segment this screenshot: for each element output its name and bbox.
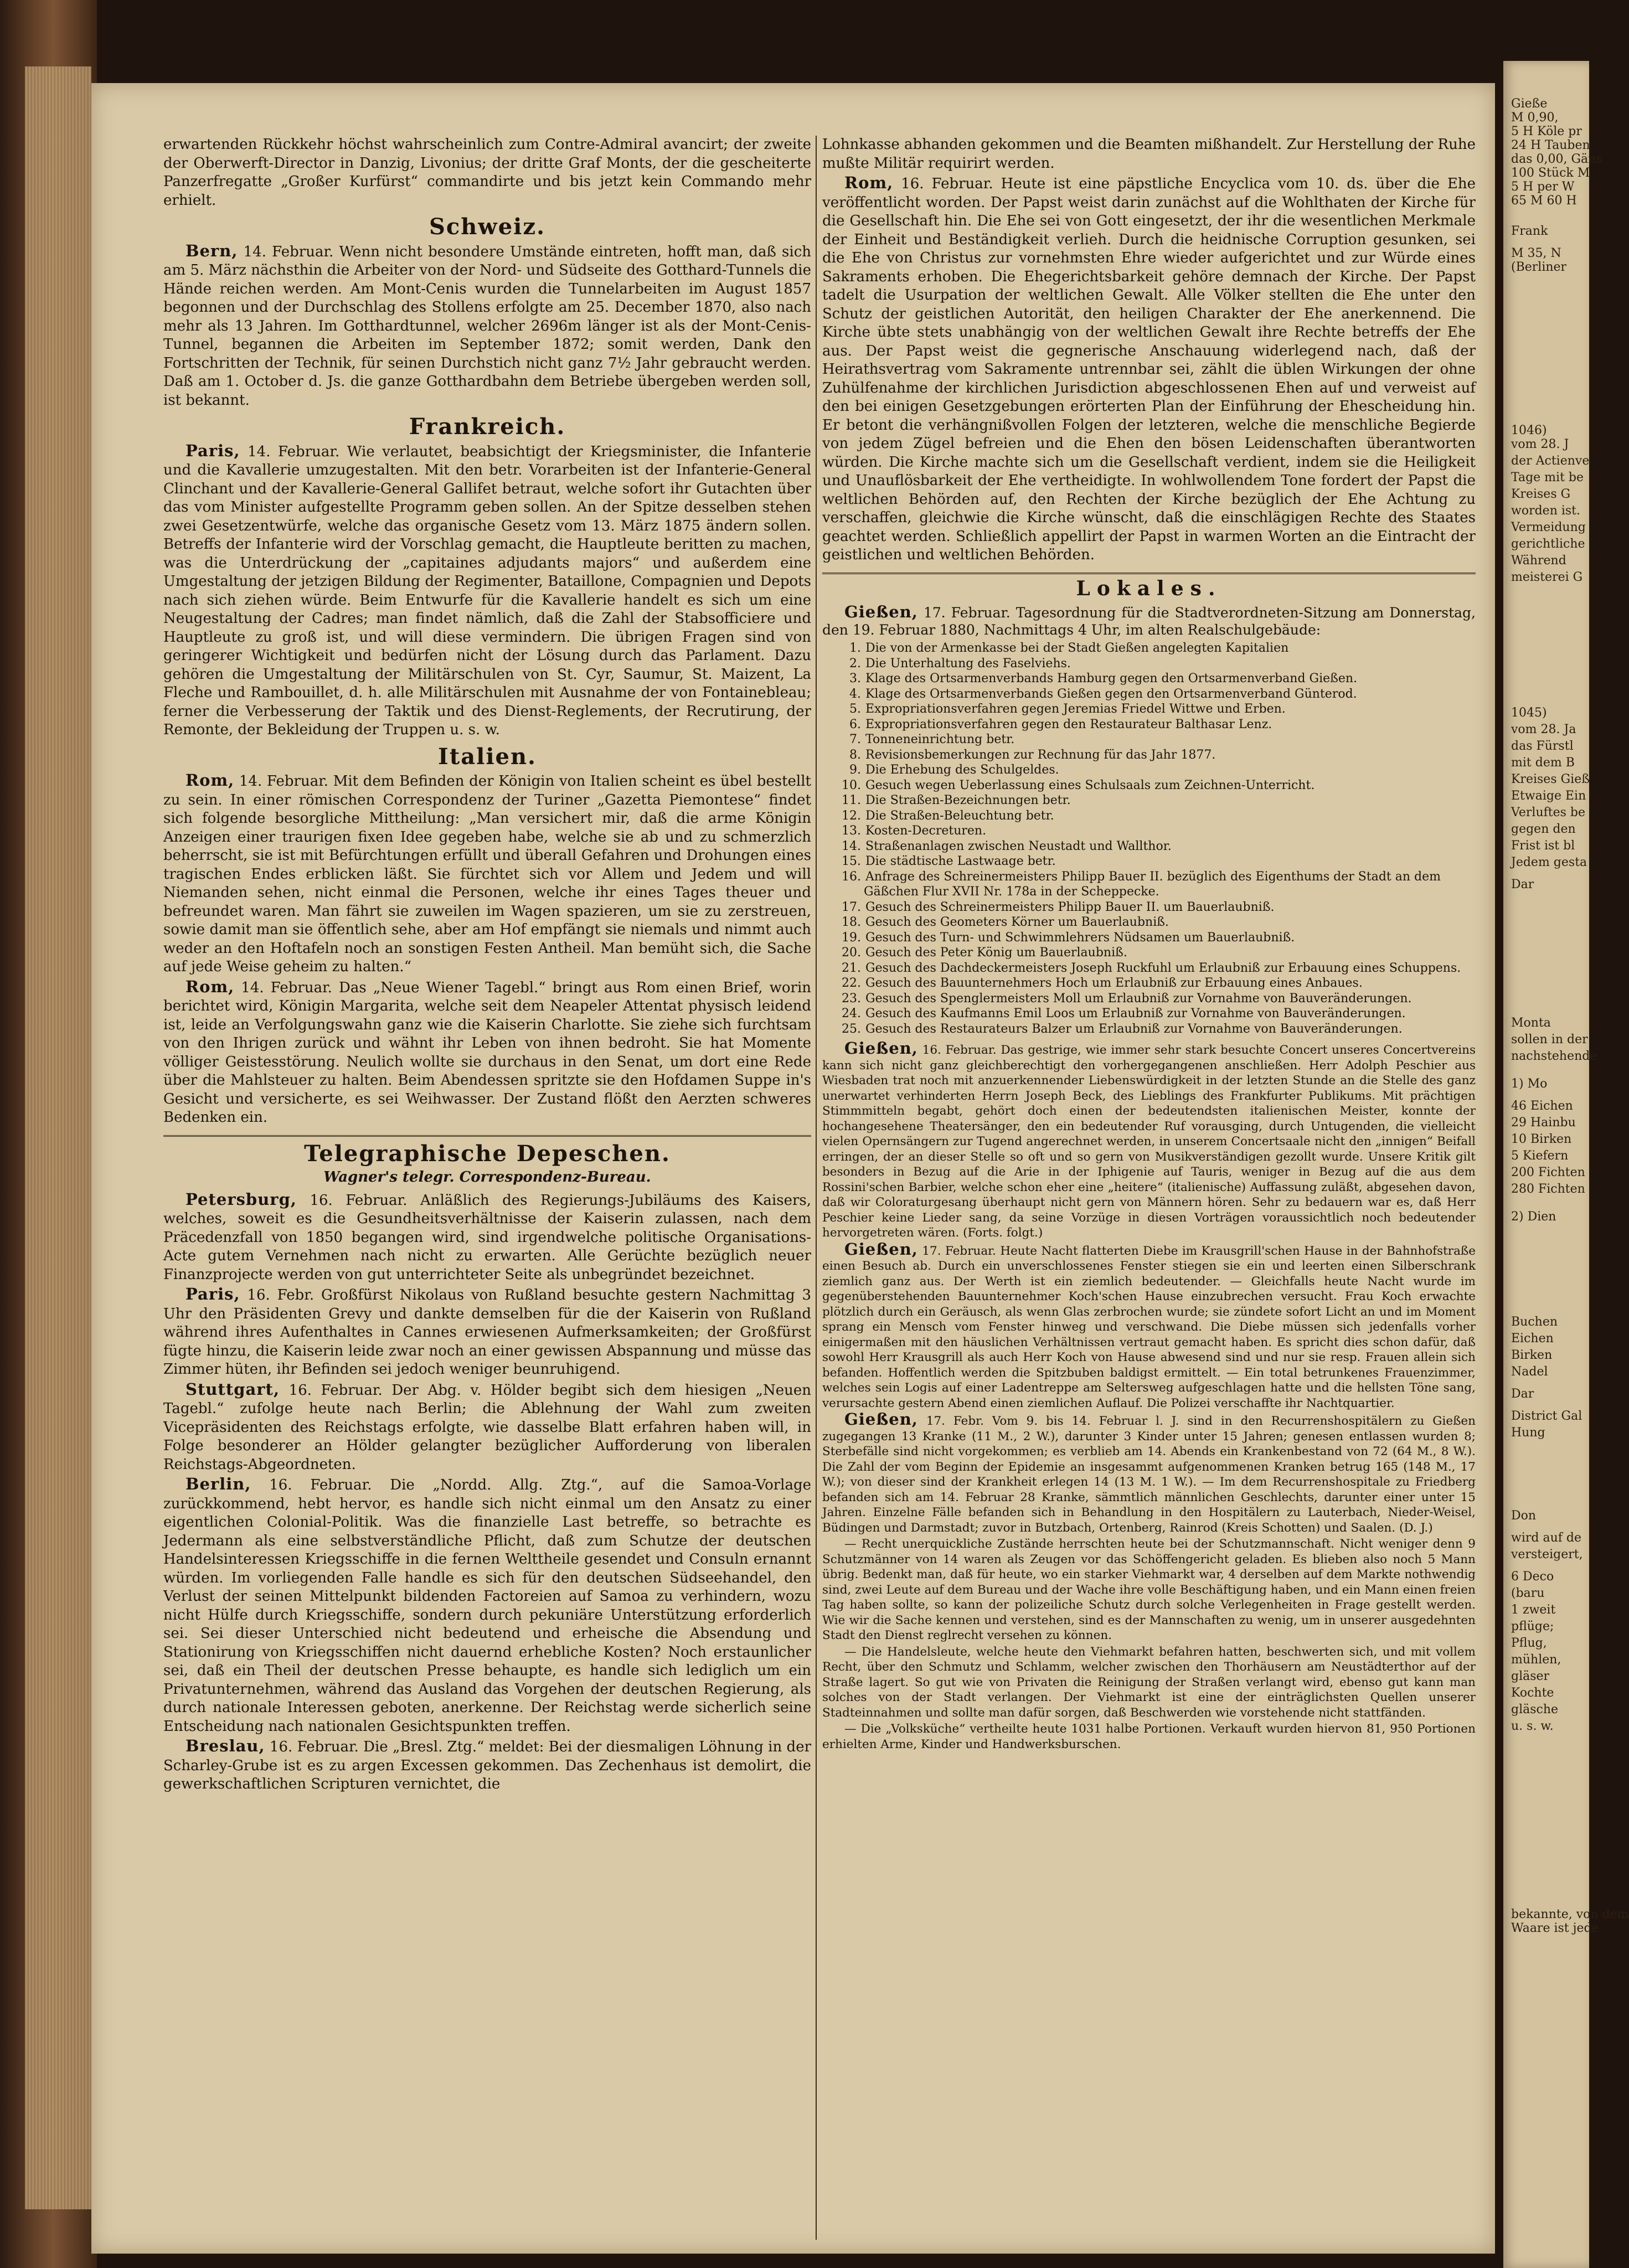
agenda-number: 24. bbox=[842, 1007, 861, 1020]
article-petersburg bbox=[163, 1190, 811, 1285]
dateline-city: Rom, bbox=[185, 977, 235, 996]
next-page-fragment: vom 28. Ja bbox=[1511, 723, 1576, 736]
article-text: 16. Febr. Großfürst Nikolaus von Rußland besuchte gestern Nachmittag 3 Uhr den Präsidenten Grevy und dankte demselben für die der Kaiserin von Rußland während ihres Aufenthaltes in Cannes erwiesenen Aufmerksamkeiten; der Großfürst fügte hinzu, die Kaiserin leide zwar noch an einer gewissen Abspannung und müsse das Zimmer hüten, ihr Befinden sei jedoch weniger beunruhigend. bbox=[163, 1287, 811, 1378]
next-page-fragment: Eichen bbox=[1511, 1332, 1554, 1346]
next-page-fragment: Während bbox=[1511, 554, 1566, 568]
next-page-fragment: gläser bbox=[1511, 1669, 1550, 1683]
next-page-fragment: 1045) bbox=[1511, 706, 1547, 720]
next-page-fragment: Kreises Gieß bbox=[1511, 772, 1590, 786]
agenda-number: 14. bbox=[842, 839, 861, 853]
dateline-city: Rom, bbox=[844, 173, 894, 192]
agenda-text: Revisionsbemerkungen zur Rechnung für das Jahr 1877. bbox=[865, 748, 1216, 762]
article-giessen-hospital bbox=[822, 1412, 1476, 1535]
article-paris-2 bbox=[163, 1285, 811, 1379]
dateline-city: Gießen, bbox=[844, 1039, 918, 1058]
next-page-fragment: pflüge; bbox=[1511, 1620, 1554, 1633]
agenda-number: 20. bbox=[842, 946, 861, 960]
dateline-city: Paris, bbox=[185, 1285, 240, 1303]
article-text: 17. Februar. Heute Nacht flatterten Diebe im Krausgrill'schen Hause in der Bahnhofstraße einen Besuch ab. Durch ein unverschlossenes Fenster stiegen sie ein und leerten einen Silberschrank ziemlich ganz aus. Der Werth ist ein ziemlich bedeutender. — Gleichfalls heute Nacht wurde im gegenüberstehenden Bauunternehmer Koch'schen Hause einzubrechen versucht. Frau Koch erwachte plötzlich durch ein Geräusch, als wenn Glas zerbrochen wurde; sie zündete sofort Licht an und im Moment sprang ein Mensch vom Fenster hinweg und verschwand. Die Diebe müssen sich jedenfalls vorher einigermaßen mit den häuslichen Verhältnissen vertraut gemacht haben. Es spricht dies schon dafür, daß sowohl Herr Krausgrill als auch Herr Koch von Hause abwesend sind und nur sie resp. Frauen allein sich befanden. Hoffentlich werden die Spitzbuben baldigst ermittelt. — Ein total betrunkenes Frauenzimmer, welches sein Logis auf einer Ladentreppe am Seltersweg aufgeschlagen hatte und die hellsten Töne sang, verursachte gestern Abend einen ziemlichen Auflauf. Die Polizei verschaffte ihr Nachtquartier. bbox=[822, 1244, 1476, 1410]
next-page-fragment: bekannte, von dem bbox=[1511, 1908, 1629, 1921]
agenda-item bbox=[822, 991, 1476, 1007]
right-column bbox=[822, 136, 1476, 2240]
page-edges bbox=[25, 66, 91, 2209]
agenda-item bbox=[822, 808, 1476, 824]
next-page-fragment: Jedem gesta bbox=[1511, 855, 1587, 869]
next-page-fragment: 5 H per W bbox=[1511, 180, 1575, 194]
agenda-number: 9. bbox=[849, 763, 861, 777]
next-page-fragment: Hung bbox=[1511, 1426, 1545, 1440]
dateline-city: Gießen, bbox=[844, 1239, 918, 1259]
article-text: 16. Februar. Die „Nordd. Allg. Ztg.“, auf die Samoa-Vorlage zurückkommend, hebt hervor, es handle sich nicht einmal um den Ansatz zu einer eigentlichen Colonial-Politik. Was die finanzielle Last betreffe, so betrachte es Jedermann als eine selbstverständliche Pflicht, daß zum Schutze der deutschen Handelsinteressen Kriegsschiffe in die fernen Welttheile gesendet und Consuln ernannt würden. Im vorliegenden Falle handle es sich für den deutschen Südseehandel, den Verlust der seinen Mittelpunkt bildenden Factoreien auf Samoa zu verhindern, wozu nicht Hülfe durch Kriegsschiffe, sondern durch pekuniäre Unterstützung erforderlich sei. Sei dieser Unterschied nicht bedeutend und erheische die Absendung und Stationirung von Kriegsschiffen nicht dauernd erhebliche Kosten? Noch erstaunlicher sei, daß ein Theil der deutschen Presse behaupte, es handle sich lediglich um ein Privatunternehmen, während das Ausland das Vorgehen der deutschen Regierung, als durch nationale Interessen geboten, anerkenne. Der Reichstag werde sicherlich seine Entscheidung nach nationalen Gesichtspunkten treffen. bbox=[163, 1477, 812, 1735]
next-page-fragment: Birken bbox=[1511, 1348, 1553, 1362]
bureau-subheading: Wagner's telegr. Correspondenz-Bureau. bbox=[323, 1169, 651, 1185]
agenda-number: 18. bbox=[842, 915, 861, 929]
next-page-fragment: Dar bbox=[1511, 878, 1534, 891]
next-page-edge bbox=[1503, 61, 1629, 2268]
agenda-item bbox=[822, 732, 1476, 748]
agenda-text: Gesuch des Turn- und Schwimmlehrers Nüdsamen um Bauerlaubniß. bbox=[865, 930, 1295, 945]
next-page-fragment: 6 Deco bbox=[1511, 1570, 1554, 1584]
agenda-item bbox=[822, 671, 1476, 687]
agenda-number: 1. bbox=[849, 641, 861, 655]
agenda-item bbox=[822, 930, 1476, 946]
section-heading-lokales: Lokales. bbox=[1076, 576, 1222, 600]
book-spine bbox=[0, 0, 97, 2268]
next-page-fragment: 29 Hainbu bbox=[1511, 1116, 1576, 1130]
next-page-fragment: Monta bbox=[1511, 1016, 1551, 1030]
newspaper-page bbox=[91, 83, 1495, 2254]
article-text: 16. Februar. Das gestrige, wie immer sehr stark besuchte Concert unseres Concertvereins kann sich nicht ganz gleichberechtigt den vorhergegangenen anschließen. Herr Adolph Peschier aus Wiesbaden trat noch mit anzuerkennender Liebenswürdigkeit in der letzten Stunde an die Stelle des ganz unerwartet verhinderten Herrn Joseph Beck, des Lieblings des Frankfurter Publikums. Mit prächtigen Stimmmitteln begabt, gehört doch einen der bedeutendsten italienischen Meister, konnte der hochangesehene Theatersänger, den ein bedeutender Ruf vorausging, durch Untugenden, die vielleicht vielen Opernsängern zur Tugend angerechnet werden, in unserem Concertsaale nicht den „innigen“ Beifall erringen, der an dieser Stelle so oft und so gern von Musikverständigen gezollt wurde. Unsere Kritik gilt besonders in Bezug auf die Arie in der Iphigenie auf Tauris, weniger in Bezug auf die aus dem Rossini'schen Barbier, welche schon eher eine „heitere“ (italienische) Auffassung zuläßt, abgesehen davon, daß wir Coloraturgesang überhaupt nicht gern von Männern hören. Sehr zu bedauern war es, daß Herr Peschier keine Lieder sang, da seine Vorzüge in diesen Vorträgen voraussichtlich noch bedeutender hervorgetreten wären. bbox=[822, 1043, 1476, 1240]
agenda-item bbox=[822, 702, 1476, 717]
dateline-city: Breslau, bbox=[185, 1736, 265, 1755]
next-page-fragment: u. s. w. bbox=[1511, 1719, 1554, 1733]
agenda-item bbox=[822, 762, 1476, 778]
agenda-item bbox=[822, 823, 1476, 839]
column-divider bbox=[816, 136, 817, 2240]
agenda-text: Anfrage des Schreinermeisters Philipp Bauer II. bezüglich des Eigenthums der Stadt an dem Gäßchen Flur XVII Nr. 178a in der Scheppecke. bbox=[864, 869, 1441, 899]
next-page-fragment: Don bbox=[1511, 1509, 1537, 1523]
agenda-text: Expropriationsverfahren gegen Jeremias Friedel Wittwe und Erben. bbox=[865, 702, 1286, 716]
section-heading-italien: Italien. bbox=[438, 743, 537, 770]
section-heading-frankreich: Frankreich. bbox=[409, 414, 566, 440]
article-text: 17. Februar. Tagesordnung für die Stadtverordneten-Sitzung am Donnerstag, den 19. Februar 1880, Nachmittags 4 Uhr, im alten Realschulgebäude: bbox=[822, 605, 1476, 638]
agenda-item bbox=[822, 869, 1476, 900]
agenda-item bbox=[822, 961, 1476, 976]
agenda-text: Die Unterhaltung des Faselviehs. bbox=[865, 656, 1071, 671]
agenda-text: Gesuch des Dachdeckermeisters Joseph Ruckfuhl um Erlaubniß zur Erbauung eines Schuppens. bbox=[865, 961, 1461, 975]
next-page-fragment: versteigert, bbox=[1511, 1548, 1583, 1561]
agenda-text: Gesuch des Bauunternehmers Hoch um Erlaubniß zur Erbauung eines Anbaues. bbox=[865, 976, 1363, 990]
next-page-fragment: worden ist. bbox=[1511, 504, 1581, 518]
agenda-number: 10. bbox=[842, 778, 861, 792]
article-rom-1 bbox=[163, 771, 811, 977]
next-page-fragment: Kreises G bbox=[1511, 487, 1571, 501]
next-page-fragment: 10 Birken bbox=[1511, 1132, 1572, 1146]
article-text: 16. Februar. Anläßlich des Regierungs-Jubiläums des Kaisers, welches, soweit es die Gesundheitsverhältnisse der Kaiserin zulassen, nach dem Präcedenzfall von 1850 begangen wird, sind irgendwelche politische Organisations-Acte gutem Vernehmen nach nicht zu erwarten. Alle Gerüchte bezüglich neuer Finanzprojecte werden von gut unterrichteter Seite als unbegründet bezeichnet. bbox=[163, 1192, 811, 1283]
agenda-text: Kosten-Decreturen. bbox=[865, 824, 987, 838]
article-giessen-concert bbox=[822, 1041, 1476, 1241]
dateline-city: Gießen, bbox=[844, 602, 918, 621]
next-page-fragment: meisterei G bbox=[1511, 570, 1583, 584]
next-page-fragment: gegen den bbox=[1511, 822, 1576, 836]
next-page-fragment: Tage mit be bbox=[1511, 471, 1584, 484]
next-page-fragment: 5 Kiefern bbox=[1511, 1149, 1569, 1163]
next-page-fragment: (Berliner bbox=[1511, 260, 1567, 274]
next-page-fragment: gläsche bbox=[1511, 1703, 1559, 1717]
agenda-item bbox=[822, 793, 1476, 808]
dateline-city: Rom, bbox=[185, 771, 235, 790]
agenda-number: 11. bbox=[842, 793, 861, 807]
agenda-item bbox=[822, 900, 1476, 915]
agenda-text: Die von der Armenkasse bei der Stadt Gießen angelegten Kapitalien bbox=[865, 641, 1289, 655]
agenda-number: 17. bbox=[842, 900, 861, 914]
article-text: 16. Februar. Der Abg. v. Hölder begibt sich dem hiesigen „Neuen Tagebl.“ zufolge heute nach Berlin; die Ablehnung der Wahl zum zweiten Vicepräsidenten des Reichstags erfolgte, wie dasselbe Blatt erfahren haben will, in Folge besonderer an Hölder gelangter bezüglicher Aufforderung von liberalen Reichstags-Abgeordneten. bbox=[163, 1382, 812, 1473]
next-page-fragment: 200 Fichten bbox=[1511, 1166, 1585, 1179]
article-text: 14. Februar. Mit dem Befinden der Königin von Italien scheint es übel bestellt zu sein. In einer römischen Correspondenz der Turiner „Gazetta Piemontese“ findet sich folgende besorgliche Mittheilung: „Man versichert mir, daß die arme Königin Anzeigen einer traurigen fixen Idee gegeben habe, welche sie ab und zu schmerzlich beherrscht, sie ist mit Befürchtungen erfüllt und überall Gefahren und Drohungen eines tragischen Endes erblicken läßt. Sie fürchtet sich vor Allem und Jedem und will Niemanden sehen, nicht einmal die Personen, welche ihr eines Tages theuer und befreundet waren. Man fährt sie zuweilen im Wagen spazieren, um sie zu zerstreuen, sowie damit man sie öffentlich sehe, aber am Hof empfängt sie niemals und nimmt auch weder an den Hoftafeln noch an sonstigen Festen Antheil. Man bemüht sich, die Sache auf jede Weise geheim zu halten.“ bbox=[163, 773, 811, 975]
agenda-number: 3. bbox=[849, 672, 861, 685]
next-page-fragment: 65 M 60 H bbox=[1511, 194, 1577, 208]
next-page-fragment: 5 H Köle pr bbox=[1511, 125, 1582, 138]
article-rom-3 bbox=[822, 174, 1476, 565]
next-page-fragment: der Actienve bbox=[1511, 454, 1590, 468]
next-page-fragment: Nadel bbox=[1511, 1365, 1548, 1379]
note-volkskueche: — Die „Volksküche“ vertheilte heute 1031 halbe Portionen. Verkauft wurden hiervon 81, 950 Portionen erhielten Arme, Kinder und Handwerksburschen. bbox=[822, 1722, 1476, 1751]
dateline-city: Paris, bbox=[185, 441, 240, 460]
section-rule bbox=[163, 1135, 811, 1137]
agenda-item bbox=[822, 748, 1476, 763]
article-breslau bbox=[163, 1737, 811, 1794]
next-page-fragment: sollen in der bbox=[1511, 1033, 1588, 1047]
article-rom-2 bbox=[163, 978, 811, 1127]
agenda-text: Gesuch des Schreinermeisters Philipp Bauer II. um Bauerlaubniß. bbox=[865, 900, 1275, 914]
agenda-item bbox=[822, 854, 1476, 869]
next-page-fragment: Verluftes be bbox=[1511, 806, 1585, 819]
next-page-fragment: 100 Stück M bbox=[1511, 166, 1590, 180]
next-page-fragment: 2) Dien bbox=[1511, 1210, 1556, 1224]
intro-paragraph: Lohnkasse abhanden gekommen und die Beamten mißhandelt. Zur Herstellung der Ruhe mußte Militär requirirt werden. bbox=[822, 136, 1476, 172]
dateline-city: Petersburg, bbox=[185, 1189, 297, 1209]
agenda-number: 19. bbox=[842, 930, 861, 945]
agenda-list bbox=[822, 641, 1476, 1037]
section-rule bbox=[822, 573, 1476, 574]
article-text: 16. Februar. Die „Bresl. Ztg.“ meldet: Bei der diesmaligen Löhnung in der Scharley-Grube ist es zu argen Excessen gekommen. Das Zechenhaus ist demolirt, die gewerkschaftlichen Scripturen vernichtet, die bbox=[163, 1739, 812, 1792]
agenda-number: 7. bbox=[849, 733, 861, 746]
next-page-fragment: M 35, N bbox=[1511, 246, 1561, 260]
next-page-fragment: mühlen, bbox=[1511, 1653, 1561, 1667]
agenda-item bbox=[822, 945, 1476, 961]
agenda-text: Gesuch des Peter König um Bauerlaubniß. bbox=[865, 946, 1127, 960]
article-stuttgart bbox=[163, 1380, 811, 1475]
intro-paragraph: erwartenden Rückkehr höchst wahrscheinlich zum Contre-Admiral avancirt; der zweite der Oberwerft-Director in Danzig, Livonius; der dritte Graf Monts, der die gescheiterte Panzerfregatte „Großer Kurfürst“ commandirte und bis jetzt kein Commando mehr erhielt. bbox=[163, 136, 811, 209]
agenda-number: 13. bbox=[842, 824, 861, 838]
agenda-number: 6. bbox=[849, 717, 861, 731]
next-page-fragment: 280 Fichten bbox=[1511, 1182, 1585, 1196]
note-market: — Die Handelsleute, welche heute den Viehmarkt befahren hatten, beschwerten sich, und mit vollem Recht, über den Schmutz und Schlamm, welcher zwischen den Thorhäusern am Neustädterthor auf der Straße lagert. So gut wie von Privaten die Reinigung der Straßen verlangt wird, ebenso gut kann man solches von der Stadt verlangen. Der Viehmarkt ist eine der einträglichsten Quellen unserer Stadteinnahmen und sollte man dafür sorgen, daß Beschwerden wie vorstehende nicht stattfänden. bbox=[822, 1645, 1476, 1720]
agenda-text: Klage des Ortsarmenverbands Hamburg gegen den Ortsarmenverband Gießen. bbox=[865, 672, 1358, 685]
article-text: 16. Februar. Heute ist eine päpstliche Encyclica vom 10. ds. über die Ehe veröffentlicht worden. Der Papst weist darin zunächst auf die Wohlthaten der Kirche für die Gesellschaft hin. Die Ehe sei von Gott eingesetzt, der ihr die wesentlichen Merkmale der Einheit und Beständigkeit verlieh. Durch die heidnische Corruption gesunken, sei die Ehe von Christus zur vornehmsten Ehre wieder aufgerichtet und zur Würde eines Sakraments erhoben. Die Ehegerichtsbarkeit gehöre demnach der Kirche. Der Papst tadelt die Usurpation der weltlichen Gewalt. Alle Völker stellten die Ehe unter den Schutz der geistlichen Autorität, den heiligen Charakter der Ehe anerkennend. Die Kirche übte stets unabhängig von der weltlichen Gewalt ihre Rechte betreffs der Ehe aus. Der Papst weist die gegnerische Anschauung widerlegend nach, daß der Heirathsvertrag vom Sakramente untrennbar sei, zählt die üblen Wirkungen der ohne Zuhülfenahme der kirchlichen Jurisdiction abgeschlossenen Ehen auf und verweist auf den bei einigen Gesetzgebungen erörterten Plan der Einführung der Ehescheidung hin. Er betont die verhängnißvollen Folgen der letzteren, welche die menschliche Begierde von jedem Zügel befreien und die Ehen den bösen Leidenschaften überantworten würden. Die Kirche machte sich um die Gesellschaft verdient, indem sie die Heiligkeit und Unauflösbarkeit der Ehe vertheidigte. In wohlwollendem Tone fordert der Papst die weltlichen Behörden auf, den Rechten der Kirche bezüglich der Ehe Achtung zu verschaffen, gleichwie die Kirche wünscht, daß die einschlägigen Rechte des Staates geachtet werden. Schließlich appellirt der Papst in warmen Worten an die Eintracht der geistlichen und weltlichen Behörden. bbox=[822, 176, 1476, 563]
agenda-item bbox=[822, 687, 1476, 702]
agenda-text: Gesuch des Restaurateurs Balzer um Erlaubniß zur Vornahme von Bauveränderungen. bbox=[865, 1022, 1403, 1036]
continued-note: (Forts. folgt.) bbox=[963, 1226, 1043, 1240]
agenda-item bbox=[822, 778, 1476, 793]
agenda-text: Die städtische Lastwaage betr. bbox=[865, 854, 1056, 868]
agenda-item bbox=[822, 641, 1476, 656]
next-page-fragment: 1046) bbox=[1511, 424, 1547, 437]
agenda-text: Die Straßen-Bezeichnungen betr. bbox=[865, 793, 1071, 807]
next-page-fragment: Etwaige Ein bbox=[1511, 789, 1586, 803]
next-page-fragment: Pflug, bbox=[1511, 1636, 1547, 1650]
next-page-fragment: (baru bbox=[1511, 1586, 1545, 1600]
agenda-text: Straßenanlagen zwischen Neustadt und Wallthor. bbox=[865, 839, 1172, 853]
agenda-text: Gesuch des Spenglermeisters Moll um Erlaubniß zur Vornahme von Bauveränderungen. bbox=[865, 991, 1412, 1006]
section-heading-telegraph: Telegraphische Depeschen. bbox=[304, 1140, 671, 1167]
article-text: 14. Februar. Wenn nicht besondere Umstände eintreten, hofft man, daß sich am 5. März nächsthin die Arbeiter von der Nord- und Südseite des Gotthard-Tunnels die Hände reichen werden. Am Mont-Cenis wurden die Tunnelarbeiten im August 1857 begonnen und der Durchschlag des Stollens erfolgte am 25. December 1870, also nach mehr als 13 Jahren. Im Gotthardtunnel, welcher 2696m länger ist als der Mont-Cenis-Tunnel, begannen die Arbeiten im September 1872; somit werden, Dank den Fortschritten der Technik, für seinen Durchstich nicht ganz 7½ Jahr gebraucht werden. Daß am 1. October d. Js. die ganze Gotthardbahn dem Betriebe übergeben werden soll, ist bekannt. bbox=[163, 243, 812, 409]
agenda-number: 23. bbox=[842, 991, 861, 1006]
agenda-item bbox=[822, 1022, 1476, 1037]
next-page-fragment: das 0,00, Gäns bbox=[1511, 152, 1602, 166]
article-paris bbox=[163, 442, 811, 740]
article-giessen-agenda bbox=[822, 604, 1476, 638]
next-page-fragment: 1) Mo bbox=[1511, 1077, 1548, 1091]
agenda-text: Gesuch des Kaufmanns Emil Loos um Erlaubniß zur Vornahme von Bauveränderungen. bbox=[865, 1007, 1406, 1020]
next-page-fragment: M 0,90, bbox=[1511, 111, 1559, 125]
next-page-fragment: Buchen bbox=[1511, 1315, 1558, 1329]
left-column bbox=[163, 136, 811, 2240]
next-page-fragment: Dar bbox=[1511, 1387, 1534, 1401]
next-page-fragment: Kochte bbox=[1511, 1686, 1554, 1700]
agenda-number: 25. bbox=[842, 1022, 861, 1036]
next-page-fragment: nachstehende bbox=[1511, 1049, 1597, 1063]
agenda-item bbox=[822, 915, 1476, 930]
article-berlin bbox=[163, 1475, 811, 1736]
agenda-item bbox=[822, 717, 1476, 733]
agenda-number: 2. bbox=[849, 656, 861, 671]
section-heading-schweiz: Schweiz. bbox=[429, 214, 546, 240]
next-page-fragment: 1 zweit bbox=[1511, 1603, 1556, 1617]
next-page-fragment: Frist ist bl bbox=[1511, 839, 1575, 853]
agenda-text: Tonneneinrichtung betr. bbox=[865, 733, 1015, 746]
agenda-text: Klage des Ortsarmenverbands Gießen gegen den Ortsarmenverband Günterod. bbox=[865, 687, 1357, 701]
note-police: — Recht unerquickliche Zustände herrschten heute bei der Schutzmannschaft. Nicht weniger denn 9 Schutzmänner von 14 waren als Zeugen vor das Schöffengericht geladen. Es blieben also noch 5 Mann übrig. Bedenkt man, daß für heute, wo ein starker Viehmarkt war, 4 derselben auf dem Markte nothwendig sind, zwei Leute auf dem Bureau und der Wache ihre volle Beschäftigung haben, und ein Mann einen freien Tag haben sollte, so kann der polizeiliche Schutz durch solche Verlegenheiten in Frage gestellt werden. Wie wir die Sache kennen und verstehen, sind es der Mannschaften zu wenig, um in unserer ausgedehnten Stadt den Dienst reglrecht versehen zu können. bbox=[822, 1537, 1476, 1642]
next-page-fragment: 46 Eichen bbox=[1511, 1099, 1573, 1113]
next-page-fragment: wird auf de bbox=[1511, 1531, 1581, 1545]
next-page-fragment: vom 28. J bbox=[1511, 437, 1569, 451]
agenda-text: Die Erhebung des Schulgeldes. bbox=[865, 763, 1059, 777]
next-page-fragment: District Gal bbox=[1511, 1409, 1582, 1423]
next-page-fragment: 24 H Tauben bbox=[1511, 138, 1590, 152]
agenda-number: 12. bbox=[842, 808, 861, 823]
next-page-fragment: mit dem B bbox=[1511, 756, 1575, 770]
next-page-fragment: Vermeidung bbox=[1511, 520, 1586, 534]
agenda-item bbox=[822, 656, 1476, 672]
next-page-fragment: das Fürstl bbox=[1511, 739, 1574, 753]
article-bern bbox=[163, 242, 811, 410]
agenda-number: 16. bbox=[842, 869, 861, 884]
agenda-text: Die Straßen-Beleuchtung betr. bbox=[865, 808, 1054, 823]
next-page-fragment: Gieße bbox=[1511, 97, 1548, 111]
article-text: 14. Februar. Das „Neue Wiener Tagebl.“ bringt aus Rom einen Brief, worin berichtet wird, Königin Margarita, welche seit dem Neapeler Attentat physisch leidend ist, leide an Verfolgungswahn ganz wie die Kaiserin Charlotte. Sie ziehe sich furchtsam von den Ihrigen zurück und wähnt ihr Leben von ihnen bedroht. Sie hat Momente völliger Geistesstörung. Neulich wollte sie durchaus in den Senat, um dort eine Rede über die Mahlsteuer zu halten. Beim Abendessen spritzte sie den Hofdamen Suppe in's Gesicht und versicherte, es sei Weihwasser. Der Zustand flößt den Aerzten schweres Bedenken ein. bbox=[163, 979, 811, 1126]
dateline-city: Gießen, bbox=[844, 1410, 918, 1429]
agenda-text: Gesuch des Geometers Körner um Bauerlaubniß. bbox=[865, 915, 1169, 929]
dateline-city: Bern, bbox=[185, 241, 238, 260]
next-page-fragment: gerichtliche bbox=[1511, 537, 1585, 551]
dateline-city: Berlin, bbox=[185, 1475, 251, 1493]
agenda-number: 8. bbox=[849, 748, 861, 762]
article-text: 14. Februar. Wie verlautet, beabsichtigt der Kriegsminister, die Infanterie und die Kavallerie umzugestalten. Mit den betr. Vorarbeiten ist der Infanterie-General Clinchant und der Kavallerie-General Gallifet betraut, welche sofort ihr Gutachten über das vom Minister aufgestellte Programm geben sollen. An der Spitze desselben stehen zwei Gesetzentwürfe, welche das organische Gesetz vom 13. März 1875 ändern sollen. Betreffs der Infanterie wird der Vorschlag gemacht, die Hauptleute beritten zu machen, was die Unterdrückung der „capitaines adjudants majors“ und außerdem eine Umgestaltung der jetzigen Bildung der Regimenter, Bataillone, Compagnien und Depots nach sich ziehen würde. Beim Entwurfe für die Kavallerie handelt es sich um eine Neugestaltung der Cadres; man findet nämlich, daß die Zahl der Stabsofficiere und Hauptleute zu groß ist, und will diese vermindern. Die übrigen Fragen sind von geringerer Wichtigkeit und bedürfen nicht der Lösung durch das Parlament. Dazu gehören die Umgestaltung der Militärschulen von St. Cyr, Saumur, St. Maizent, La Fleche und Rambouillet, d. h. alle Militärschulen mit Ausnahme der von Fontainebleau; ferner die Verbesserung der Taktik und des Dienst-Reglements, der Recrutirung, der Remonte, der Bekleidung der Truppen u. s. w. bbox=[163, 443, 811, 738]
agenda-number: 5. bbox=[849, 702, 861, 716]
next-page-fragment: Waare ist jede bbox=[1511, 1921, 1599, 1935]
dateline-city: Stuttgart, bbox=[185, 1379, 280, 1399]
agenda-number: 15. bbox=[842, 854, 861, 868]
article-text: 17. Febr. Vom 9. bis 14. Februar l. J. sind in den Recurrenshospitälern zu Gießen zugegangen 13 Kranke (11 M., 2 W.), darunter 3 Kinder unter 15 Jahren; genesen entlassen wurden 8; Sterbefälle sind nicht vorgekommen; es verblieb am 14. Abends ein Krankenbestand von 72 (64 M., 8 W.). Die Zahl der vom Beginn der Epidemie an insgesammt aufgenommenen Kranken betrug 165 (148 M., 17 W.); von dieser sind der Krankheit erlegen 14 (13 M. 1 W.). — Im dem Recurrenshospitale zu Friedberg befanden sich am 14. Februar 28 Kranke, sämmtlich männlichen Geschlechts, darunter einer unter 15 Jahren. Einzelne Fälle befanden sich in Behandlung in den Hospitälern zu Lauterbach, Nieder-Weisel, Büdingen und Darmstadt; zuvor in Butzbach, Ortenberg, Rainrod (Kreis Schotten) und Saalen. bbox=[822, 1414, 1476, 1535]
next-page-fragment: Frank bbox=[1511, 224, 1548, 238]
agenda-text: Gesuch wegen Ueberlassung eines Schulsaals zum Zeichnen-Unterricht. bbox=[865, 778, 1315, 792]
article-giessen-theft bbox=[822, 1239, 1476, 1411]
source-signature: (D. J.) bbox=[1399, 1520, 1433, 1535]
agenda-number: 4. bbox=[849, 687, 861, 701]
agenda-text: Expropriationsverfahren gegen den Restaurateur Balthasar Lenz. bbox=[865, 717, 1272, 731]
agenda-item bbox=[822, 976, 1476, 991]
agenda-number: 22. bbox=[842, 976, 861, 990]
agenda-item bbox=[822, 1006, 1476, 1022]
agenda-item bbox=[822, 839, 1476, 854]
agenda-number: 21. bbox=[842, 961, 861, 975]
